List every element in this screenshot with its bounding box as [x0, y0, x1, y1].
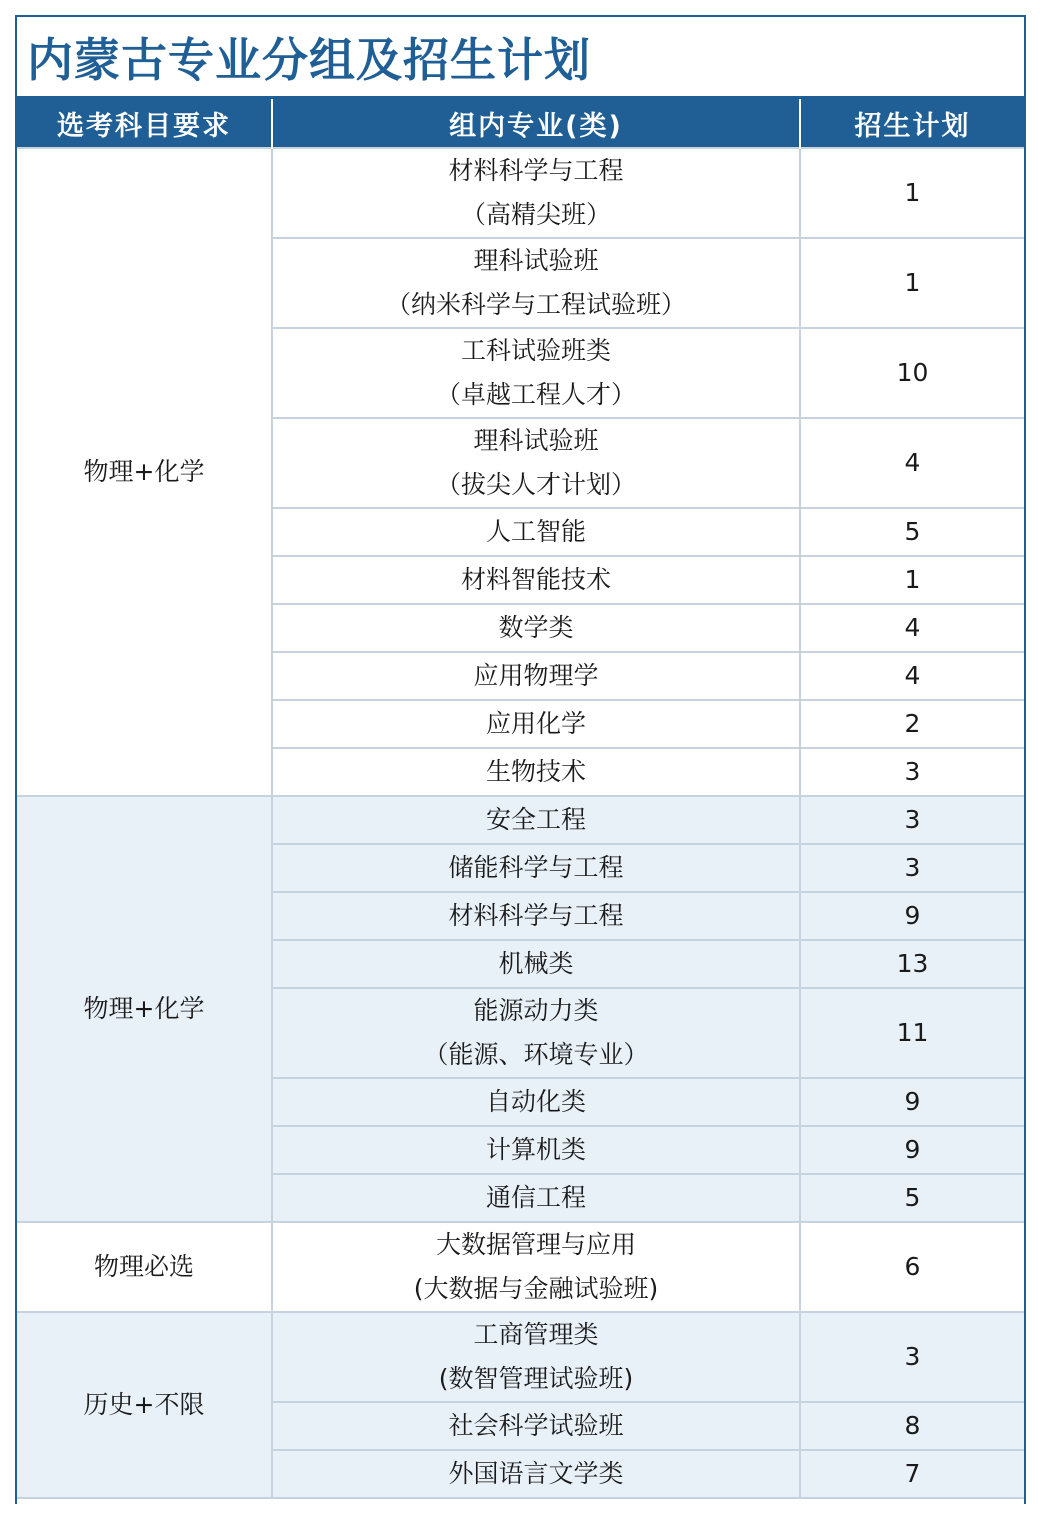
- major-note: （纳米科学与工程试验班）: [385, 290, 686, 319]
- table-row: [17, 148, 1024, 238]
- major-name: 材料科学与工程: [448, 901, 624, 930]
- major-cell: [272, 508, 800, 556]
- enrollment-plan-cell: 7: [800, 1450, 1024, 1498]
- subject-requirement-cell: 物理+化学: [17, 148, 272, 796]
- enrollment-plan-cell: 11: [800, 988, 1024, 1078]
- enrollment-plan-cell: 3: [800, 1312, 1024, 1402]
- major-name: 工科试验班类: [460, 336, 611, 365]
- header-major: 组内专业(类): [272, 99, 800, 148]
- enrollment-plan-cell: 4: [800, 604, 1024, 652]
- page-title: 内蒙古专业分组及招生计划: [17, 17, 1024, 99]
- major-cell: [272, 748, 800, 796]
- major-name: 人工智能: [485, 517, 586, 546]
- subject-requirement-cell: 物理+化学: [17, 796, 272, 1222]
- enrollment-plan-cell: 10: [800, 328, 1024, 418]
- major-name: 材料智能技术: [460, 565, 611, 594]
- subject-requirement-cell: 物理必选: [17, 1222, 272, 1312]
- major-cell: [272, 1402, 800, 1450]
- enrollment-plan-cell: 5: [800, 508, 1024, 556]
- major-cell: [272, 1222, 800, 1312]
- major-cell: [272, 892, 800, 940]
- major-cell: [272, 1450, 800, 1498]
- enrollment-plan-cell: 6: [800, 1222, 1024, 1312]
- enrollment-plan-cell: 9: [800, 892, 1024, 940]
- major-name: 通信工程: [485, 1183, 586, 1212]
- major-cell: [272, 328, 800, 418]
- major-note: (数智管理试验班): [438, 1364, 634, 1393]
- major-name: 应用化学: [485, 709, 586, 738]
- enrollment-plan-cell: 13: [800, 940, 1024, 988]
- major-cell: [272, 556, 800, 604]
- document-frame: [15, 15, 1026, 1504]
- major-name: 储能科学与工程: [448, 853, 624, 882]
- table-row: [17, 1222, 1024, 1312]
- enrollment-plan-cell: 2: [800, 700, 1024, 748]
- major-cell: [272, 1174, 800, 1222]
- major-cell: [272, 1312, 800, 1402]
- major-name: 理科试验班: [473, 246, 599, 275]
- header-enrollment-plan: 招生计划: [800, 99, 1024, 148]
- major-cell: [272, 1078, 800, 1126]
- major-name: 能源动力类: [473, 996, 599, 1025]
- major-note: （卓越工程人才）: [435, 380, 636, 409]
- subject-requirement-cell: 历史+不限: [17, 1312, 272, 1498]
- major-name: 外国语言文学类: [448, 1459, 624, 1488]
- major-name: 应用物理学: [473, 661, 599, 690]
- enrollment-plan-cell: 4: [800, 652, 1024, 700]
- major-name: 数学类: [498, 613, 574, 642]
- enrollment-plan-cell: 1: [800, 556, 1024, 604]
- enrollment-plan-cell: 1: [800, 148, 1024, 238]
- major-name: 理科试验班: [473, 426, 599, 455]
- major-name: 工商管理类: [473, 1320, 599, 1349]
- major-cell: [272, 988, 800, 1078]
- major-cell: [272, 148, 800, 238]
- major-cell: [272, 418, 800, 508]
- major-cell: [272, 700, 800, 748]
- enrollment-plan-cell: 3: [800, 748, 1024, 796]
- header-subject-requirement: 选考科目要求: [17, 99, 272, 148]
- major-cell: [272, 652, 800, 700]
- major-note: （能源、环境专业）: [423, 1040, 649, 1069]
- enrollment-plan-cell: 3: [800, 844, 1024, 892]
- enrollment-plan-cell: 4: [800, 418, 1024, 508]
- enrollment-plan-cell: 3: [800, 796, 1024, 844]
- table-header-row: [17, 99, 1024, 148]
- major-note: （拔尖人才计划）: [435, 470, 636, 499]
- major-cell: [272, 940, 800, 988]
- major-name: 机械类: [498, 949, 574, 978]
- major-note: （高精尖班）: [460, 200, 611, 229]
- table-row: [17, 796, 1024, 844]
- major-name: 安全工程: [485, 805, 586, 834]
- major-cell: [272, 796, 800, 844]
- major-note: (大数据与金融试验班): [413, 1274, 659, 1303]
- major-cell: [272, 844, 800, 892]
- major-name: 自动化类: [485, 1087, 586, 1116]
- major-name: 计算机类: [485, 1135, 586, 1164]
- major-name: 材料科学与工程: [448, 156, 624, 185]
- major-name: 生物技术: [485, 757, 586, 786]
- enrollment-plan-cell: 9: [800, 1126, 1024, 1174]
- major-cell: [272, 604, 800, 652]
- enrollment-plan-cell: 9: [800, 1078, 1024, 1126]
- enrollment-plan-cell: 8: [800, 1402, 1024, 1450]
- enrollment-plan-cell: 1: [800, 238, 1024, 328]
- major-cell: [272, 1126, 800, 1174]
- enrollment-plan-cell: 5: [800, 1174, 1024, 1222]
- enrollment-table: [17, 99, 1024, 1499]
- table-row: [17, 1312, 1024, 1402]
- major-cell: [272, 238, 800, 328]
- major-name: 社会科学试验班: [448, 1411, 624, 1440]
- major-name: 大数据管理与应用: [435, 1230, 636, 1259]
